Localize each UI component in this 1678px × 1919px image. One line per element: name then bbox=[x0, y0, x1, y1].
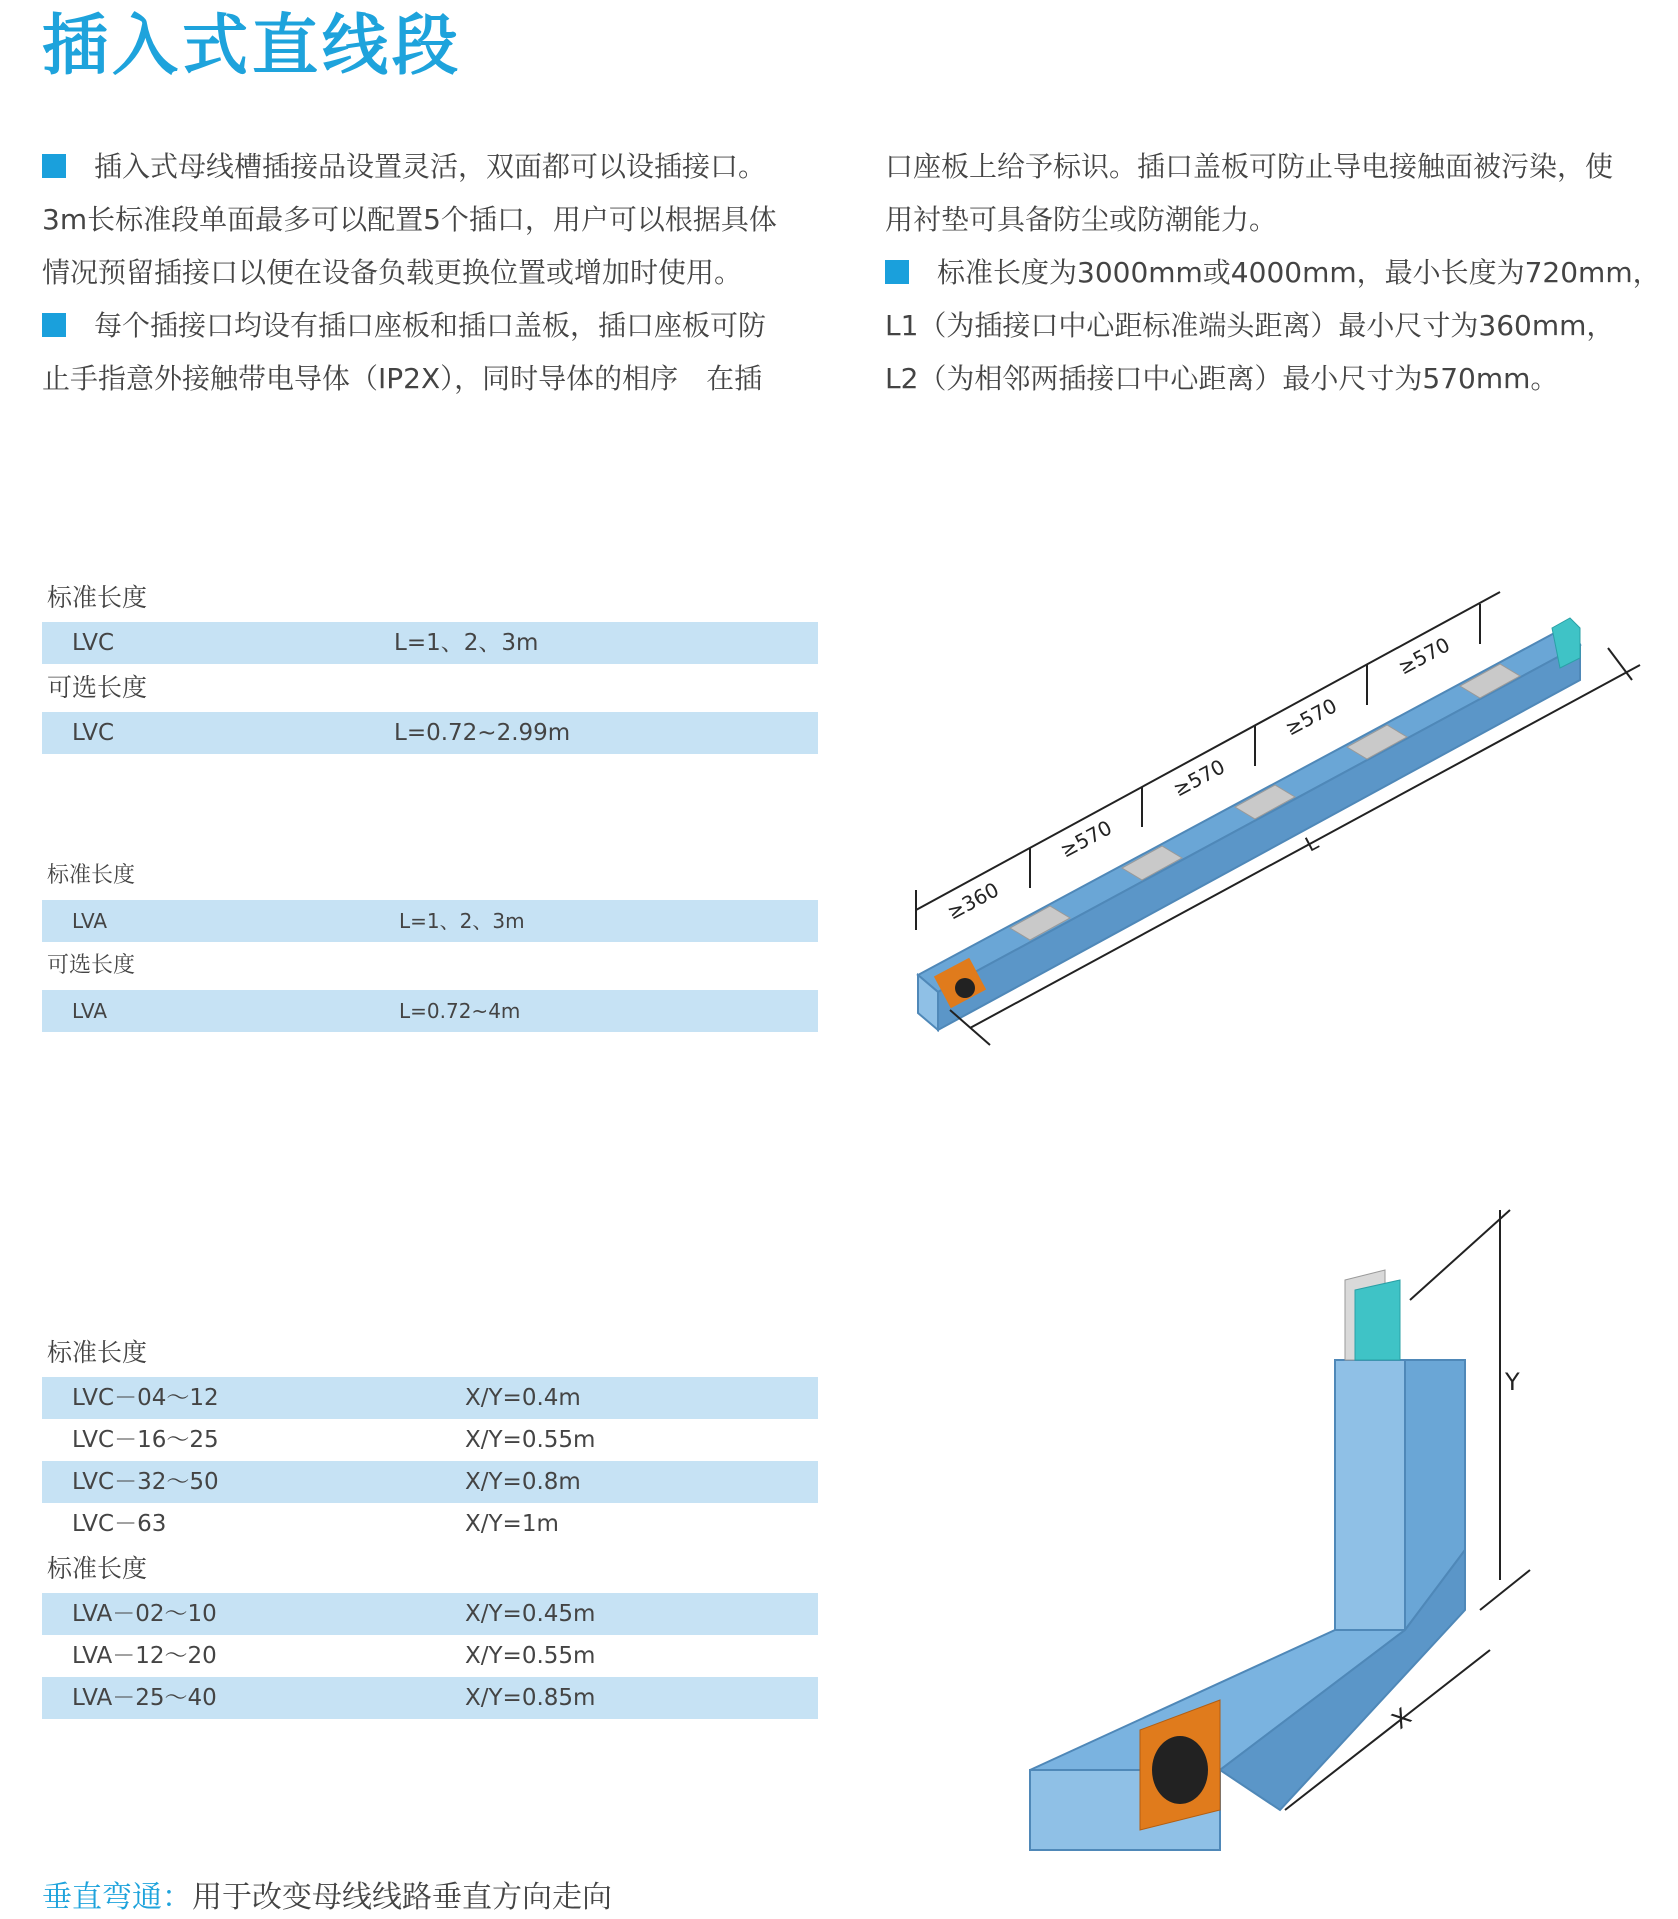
model-cell: LVC bbox=[72, 630, 115, 656]
straight-busbar-diagram bbox=[880, 590, 1640, 1050]
value-cell: X/Y=0.55m bbox=[465, 1643, 596, 1669]
value-cell: X/Y=1m bbox=[465, 1511, 559, 1537]
intro-line: 情况预留插接口以便在设备负载更换位置或增加时使用。 bbox=[42, 256, 743, 289]
table-label-standard: 标准长度 bbox=[47, 583, 148, 612]
intro-line: 3m长标准段单面最多可以配置5个插口，用户可以根据具体 bbox=[42, 203, 777, 236]
table-row bbox=[42, 900, 818, 942]
table-row bbox=[42, 990, 818, 1032]
model-cell: LVC－16～25 bbox=[72, 1427, 219, 1453]
model-cell: LVC－04～12 bbox=[72, 1385, 219, 1411]
footer-text: 用于改变母线线路垂直方向走向 bbox=[192, 1880, 612, 1915]
intro-line: 止手指意外接触带电导体（IP2X），同时导体的相序 在插 bbox=[42, 362, 763, 395]
square-bullet-icon bbox=[42, 154, 66, 178]
table-label-lva: 标准长度 bbox=[47, 1554, 148, 1583]
intro-line: 用衬垫可具备防尘或防潮能力。 bbox=[885, 203, 1278, 236]
square-bullet-icon bbox=[885, 260, 909, 284]
table-label-optional: 可选长度 bbox=[47, 953, 136, 978]
intro-line: L1（为插接口中心距标准端头距离）最小尺寸为360mm， bbox=[885, 309, 1615, 342]
bend-body bbox=[1030, 1270, 1465, 1850]
dim-spacing-label: ≥570 bbox=[1281, 693, 1341, 741]
table-row bbox=[42, 622, 818, 664]
model-cell: LVC－63 bbox=[72, 1511, 167, 1537]
dim-spacing-label: ≥570 bbox=[1169, 754, 1229, 802]
page-title: 插入式直线段 bbox=[42, 7, 462, 84]
table-row bbox=[42, 712, 818, 754]
dim-y-label: Y bbox=[1505, 1368, 1520, 1396]
model-cell: LVA－25～40 bbox=[72, 1685, 217, 1711]
table-label-lvc: 标准长度 bbox=[47, 1338, 148, 1367]
footer-highlight: 垂直弯通： bbox=[42, 1880, 192, 1915]
intro-line: 每个插接口均设有插口座板和插口盖板，插口座板可防 bbox=[42, 299, 822, 352]
intro-left-column bbox=[42, 140, 822, 405]
dim-spacing-label: ≥570 bbox=[1056, 815, 1116, 863]
intro-right-column bbox=[885, 140, 1665, 405]
value-cell: L=0.72~2.99m bbox=[394, 720, 571, 746]
model-cell: LVC bbox=[72, 720, 115, 746]
table-row bbox=[42, 1377, 818, 1419]
model-cell: LVA bbox=[72, 999, 108, 1023]
table-row bbox=[42, 1461, 818, 1503]
table-row bbox=[42, 1593, 818, 1635]
intro-line: 口座板上给予标识。插口盖板可防止导电接触面被污染，使 bbox=[885, 150, 1614, 183]
table-label-standard: 标准长度 bbox=[47, 863, 136, 888]
lva-length-table bbox=[42, 852, 818, 1032]
table-row bbox=[42, 1503, 818, 1545]
lvc-length-table bbox=[42, 574, 818, 754]
model-cell: LVA－02～10 bbox=[72, 1601, 217, 1627]
table-row bbox=[42, 1635, 818, 1677]
intro-line: L2（为相邻两插接口中心距离）最小尺寸为570mm。 bbox=[885, 362, 1559, 395]
dim-length-label: L bbox=[1301, 829, 1323, 857]
value-cell: X/Y=0.85m bbox=[465, 1685, 596, 1711]
bend-size-table bbox=[42, 1329, 818, 1719]
value-cell: L=1、2、3m bbox=[399, 909, 525, 933]
vertical-bend-diagram bbox=[1010, 1210, 1570, 1870]
intro-line: 标准长度为3000mm或4000mm，最小长度为720mm， bbox=[885, 246, 1665, 299]
table-label-optional: 可选长度 bbox=[47, 673, 148, 702]
table-row bbox=[42, 1419, 818, 1461]
value-cell: L=1、2、3m bbox=[394, 630, 539, 656]
value-cell: X/Y=0.55m bbox=[465, 1427, 596, 1453]
model-cell: LVA－12～20 bbox=[72, 1643, 217, 1669]
dim-spacing-label: ≥570 bbox=[1394, 632, 1454, 680]
value-cell: X/Y=0.45m bbox=[465, 1601, 596, 1627]
model-cell: LVC－32～50 bbox=[72, 1469, 219, 1495]
dim-first-label: ≥360 bbox=[943, 877, 1003, 925]
square-bullet-icon bbox=[42, 313, 66, 337]
intro-line: 插入式母线槽插接品设置灵活，双面都可以设插接口。 bbox=[42, 140, 822, 193]
value-cell: X/Y=0.8m bbox=[465, 1469, 581, 1495]
dim-x-label: X bbox=[1386, 1702, 1417, 1735]
table-row bbox=[42, 1677, 818, 1719]
value-cell: X/Y=0.4m bbox=[465, 1385, 581, 1411]
model-cell: LVA bbox=[72, 909, 108, 933]
footer-caption bbox=[42, 1880, 612, 1916]
value-cell: L=0.72~4m bbox=[399, 999, 521, 1023]
